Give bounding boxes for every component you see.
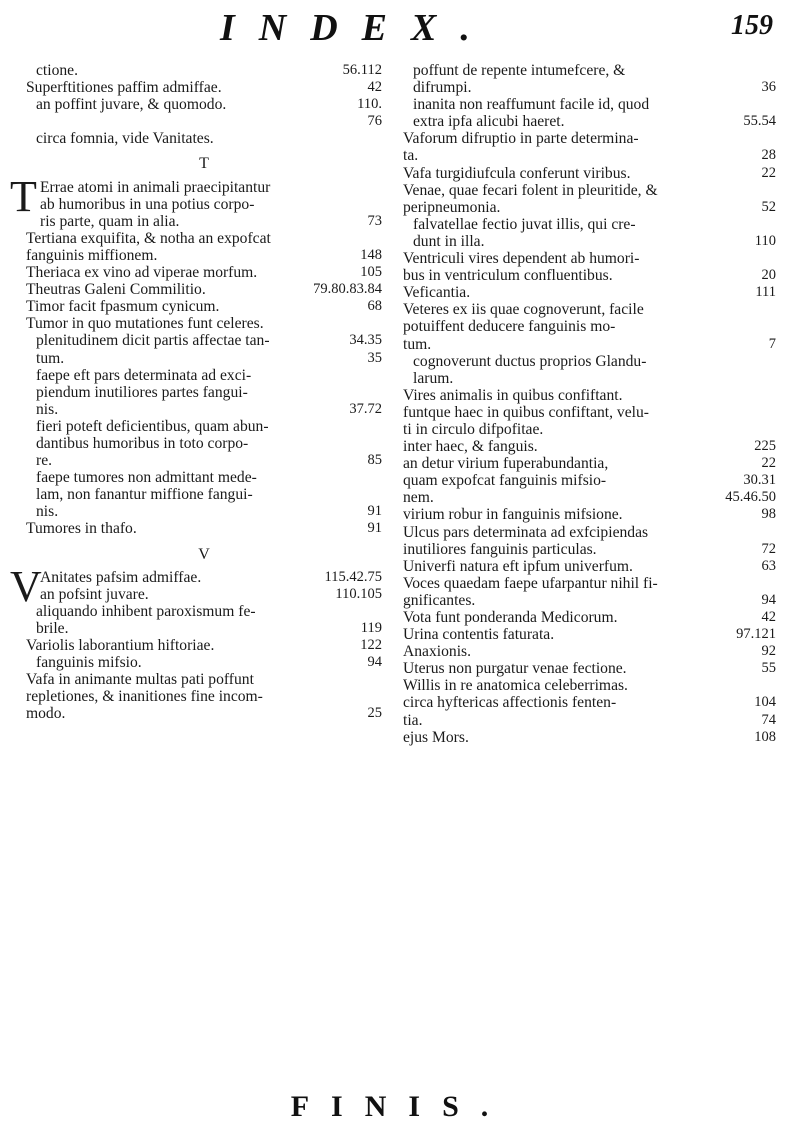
page-reference: 7 — [768, 335, 776, 352]
entry-line: aliquando inhibent paroxismum fe- — [36, 602, 256, 620]
entry-line: faepe tumores non admittant mede- — [36, 469, 257, 487]
page-reference: 55 — [761, 660, 776, 677]
index-entry — [26, 79, 382, 96]
index-entry — [26, 603, 382, 637]
entry-line: potuiffent deducere fanguinis mo- — [403, 318, 616, 336]
page-reference: 115.42.75 — [324, 568, 382, 585]
entry-line: repletiones, & inanitiones fine incom- — [26, 688, 263, 706]
entry-line: 20 bus in ventriculum confluentibus. — [403, 267, 776, 285]
entry-line: cognoverunt ductus proprios Glandu- — [413, 352, 647, 370]
entry-line: 91 nis. — [36, 503, 382, 521]
index-entry — [26, 520, 382, 537]
index-entry — [403, 216, 776, 250]
entry-line: Veteres ex iis quae cognoverunt, facile — [403, 301, 644, 319]
index-entry — [403, 609, 776, 626]
entry-line: lam, non fanantur miffione fangui- — [36, 486, 253, 504]
section-letter-t: T — [199, 155, 209, 173]
entry-line: Vaforum difruptio in parte determina- — [403, 130, 639, 148]
entry-line: Ulcus pars determinata ad exfcipiendas — [403, 523, 649, 541]
page-reference: 98 — [761, 506, 776, 523]
entry-line: circa fomnia, vide Vanitates. — [36, 130, 214, 148]
page-reference: 37.72 — [349, 400, 382, 417]
entry-line: faepe eft pars determinata ad exci- — [36, 366, 252, 384]
page-reference: 35 — [367, 349, 382, 366]
index-entry — [403, 130, 776, 164]
page-reference: 111 — [755, 284, 776, 301]
index-entry — [403, 284, 776, 301]
entry-line: Venae, quae fecari folent in pleuritide, & — [403, 181, 658, 199]
index-entry — [26, 637, 382, 654]
page-reference: 25 — [367, 705, 382, 722]
entry-line: 91 Tumores in thafo. — [26, 520, 382, 538]
entry-line: 42 Superftitiones paffim admiffae. — [26, 79, 382, 97]
entry-line: Tertiana exquifita, & notha an expofcat — [26, 229, 271, 247]
index-entry — [403, 62, 776, 96]
entry-line: Vires animalis in quibus confiftant. — [403, 386, 623, 404]
index-entry — [10, 171, 382, 230]
entry-line: 35 tum. — [36, 349, 382, 367]
entry-line: 45.46.50 nem. — [403, 489, 776, 507]
page-reference: 20 — [761, 267, 776, 284]
page-reference: 73 — [367, 212, 382, 229]
index-entry — [403, 96, 776, 130]
page-reference: 42 — [367, 79, 382, 96]
page-reference: 45.46.50 — [725, 489, 776, 506]
page-reference: 42 — [761, 609, 776, 625]
entry-line: Voces quaedam faepe ufarpantur nihil fi- — [403, 574, 658, 592]
page-reference: 68 — [367, 298, 382, 315]
index-entry — [26, 367, 382, 418]
page-reference: 79.80.83.84 — [313, 281, 382, 298]
entry-line: 110.105 an pofsint juvare. — [40, 585, 382, 603]
index-entry — [26, 230, 382, 264]
entry-line: 92 Anaxionis. — [403, 643, 776, 661]
index-entry — [403, 165, 776, 182]
right-column — [403, 62, 776, 746]
entry-line: 104 circa hyftericas affectionis fenten- — [403, 694, 776, 712]
index-entry — [403, 250, 776, 284]
page-reference: 110. — [357, 96, 382, 113]
entry-line: larum. — [413, 369, 454, 387]
page-reference: 85 — [367, 452, 382, 469]
left-column — [10, 62, 382, 723]
index-entry — [26, 96, 382, 113]
section-letter-v: V — [198, 545, 210, 563]
index-entry — [26, 62, 382, 79]
entry-line: Tumor in quo mutationes funt celeres. — [26, 315, 264, 333]
entry-line: 119 brile. — [36, 619, 382, 637]
entry-line: funtque haec in quibus confiftant, velu- — [403, 403, 649, 421]
index-entry — [403, 301, 776, 352]
entry-line: 98 virium robur in fanguinis mifsione. — [403, 506, 776, 524]
index-entry — [403, 387, 776, 524]
entry-line: Vafa in animante multas pati poffunt — [26, 671, 254, 689]
entry-line: 22 Vafa turgidiufcula conferunt viribus. — [403, 164, 776, 182]
index-entry — [403, 660, 776, 677]
entry-line: ti in circulo difpofitae. — [403, 420, 544, 438]
index-entry — [26, 264, 382, 281]
page-reference: 22 — [761, 455, 776, 472]
page-reference: 110 — [754, 232, 776, 249]
entry-line: Willis in re anatomica celeberrimas. — [403, 677, 628, 695]
entry-line: 73 ris parte, quam in alia. — [40, 212, 382, 230]
entry-line: 105 Theriaca ex vino ad viperae morfum. — [26, 264, 382, 282]
index-entry — [403, 558, 776, 575]
entry-line: 52 peripneumonia. — [403, 198, 776, 216]
right-entries — [403, 62, 776, 746]
entry-line: Ventriculi vires dependent ab humori- — [403, 250, 640, 268]
page-reference: 91 — [367, 503, 382, 520]
entry-line: 148 fanguinis miffionem. — [26, 246, 382, 264]
drop-cap: V — [10, 561, 42, 611]
index-entry — [26, 654, 382, 671]
entry-line: poffunt de repente intumefcere, & — [413, 62, 626, 79]
index-entry — [403, 353, 776, 387]
page-reference: 36 — [761, 79, 776, 96]
entry-line: Errae atomi in animali praecipitantur — [40, 178, 271, 196]
entry-line: 22 an detur virium fuperabundantia, — [403, 455, 776, 473]
index-entry — [26, 671, 382, 722]
entry-line: 225 inter haec, & fanguis. — [403, 438, 776, 456]
entry-line: 7 tum. — [403, 335, 776, 353]
entry-line: 42 Vota funt ponderanda Medicorum. — [403, 609, 776, 626]
entry-line: 28 ta. — [403, 147, 776, 165]
index-entry — [26, 281, 382, 298]
index-entry — [26, 332, 382, 366]
drop-cap: T — [10, 171, 37, 221]
entry-line: dantibus humoribus in toto corpo- — [36, 434, 249, 452]
index-entry — [403, 643, 776, 660]
entry-line: 30.31 quam expofcat fanguinis mifsio- — [403, 472, 776, 490]
page-reference: 110.105 — [335, 585, 382, 602]
entry-line: 108 ejus Mors. — [403, 728, 776, 746]
left-top-entries — [26, 62, 382, 147]
entry-line: 63 Univerfi natura eft ipfum univerfum. — [403, 557, 776, 575]
index-entry — [26, 469, 382, 520]
entry-line: 36 difrumpi. — [413, 79, 776, 97]
page-reference: 63 — [761, 557, 776, 574]
index-title: INDEX. — [220, 7, 494, 49]
page-number: 159 — [731, 10, 773, 41]
page-reference: 108 — [754, 728, 776, 745]
entry-line: 111 Veficantia. — [403, 284, 776, 302]
entry-line: 74 tia. — [403, 711, 776, 729]
index-entry — [403, 575, 776, 609]
entry-line: falvatellae fectio juvat illis, qui cre- — [413, 215, 636, 233]
entry-line: 56.112 ctione. — [36, 62, 382, 79]
entry-line: 94 fanguinis mifsio. — [36, 654, 382, 672]
index-entry — [26, 418, 382, 469]
page-header — [0, 0, 801, 56]
entry-line: 110. an poffint juvare, & quomodo. — [36, 96, 382, 114]
index-entry — [26, 315, 382, 332]
entry-line: 97.121 Urina contentis faturata. — [403, 626, 776, 644]
page-reference: 52 — [761, 198, 776, 215]
page-reference: 122 — [360, 637, 382, 653]
entry-line: 25 modo. — [26, 705, 382, 723]
entry-line: piendum inutiliores partes fangui- — [36, 383, 248, 401]
page-reference: 119 — [360, 619, 382, 636]
page-reference: 94 — [367, 654, 382, 671]
page-reference: 22 — [761, 164, 776, 181]
entry-line: 110 dunt in illa. — [413, 232, 776, 250]
page-reference: 74 — [761, 711, 776, 728]
entry-line: 37.72 nis. — [36, 400, 382, 418]
page-reference: 105 — [360, 264, 382, 281]
page-reference: 92 — [761, 643, 776, 660]
page-reference: 28 — [761, 147, 776, 164]
page-reference: 56.112 — [342, 62, 382, 78]
entry-line: inanita non reaffumunt facile id, quod — [413, 96, 650, 114]
page-reference: 34.35 — [349, 332, 382, 349]
entry-line: 94 gnificantes. — [403, 591, 776, 609]
page-reference: 225 — [754, 438, 776, 455]
page-reference: 91 — [367, 520, 382, 537]
index-entry — [403, 524, 776, 558]
page-reference: 76 — [367, 113, 382, 130]
page-reference: 94 — [761, 591, 776, 608]
entry-line: ab humoribus in una potius corpo- — [40, 195, 255, 213]
section-t-entries — [10, 171, 382, 538]
page-reference: 55.54 — [743, 113, 776, 130]
index-entry — [403, 677, 776, 745]
index-entry — [26, 298, 382, 315]
finis-colophon: FINIS. — [290, 1090, 511, 1123]
page-reference: 30.31 — [743, 472, 776, 489]
entry-line: 85 re. — [36, 452, 382, 470]
entry-line: plenitudinem dicit partis affectae tan- — [36, 332, 270, 350]
index-entry — [26, 113, 382, 130]
entry-line: 55 Uterus non purgatur venae fectione. — [403, 660, 776, 678]
entry-line: 72 inutiliores fanguinis particulas. — [403, 540, 776, 558]
section-v-entries — [10, 561, 382, 723]
entry-line: fieri poteft deficientibus, quam abun- — [36, 417, 269, 435]
page-reference: 104 — [754, 694, 776, 711]
entry-line: 55.54 extra ipfa alicubi haeret. — [413, 113, 776, 131]
entry-line — [70, 113, 382, 130]
index-entry — [26, 130, 382, 147]
index-entry — [403, 182, 776, 216]
entry-line: 68 Timor facit fpasmum cynicum. — [26, 298, 382, 316]
page-reference: 97.121 — [736, 626, 776, 643]
entry-line: 122 Variolis laborantium hiftoriae. — [26, 637, 382, 654]
page-reference: 148 — [360, 246, 382, 263]
index-entry — [403, 626, 776, 643]
page-reference: 72 — [761, 540, 776, 557]
entry-line: 115.42.75 Anitates pafsim admiffae. — [40, 568, 382, 586]
entry-line: 79.80.83.84 Theutras Galeni Commilitio. — [26, 281, 382, 299]
